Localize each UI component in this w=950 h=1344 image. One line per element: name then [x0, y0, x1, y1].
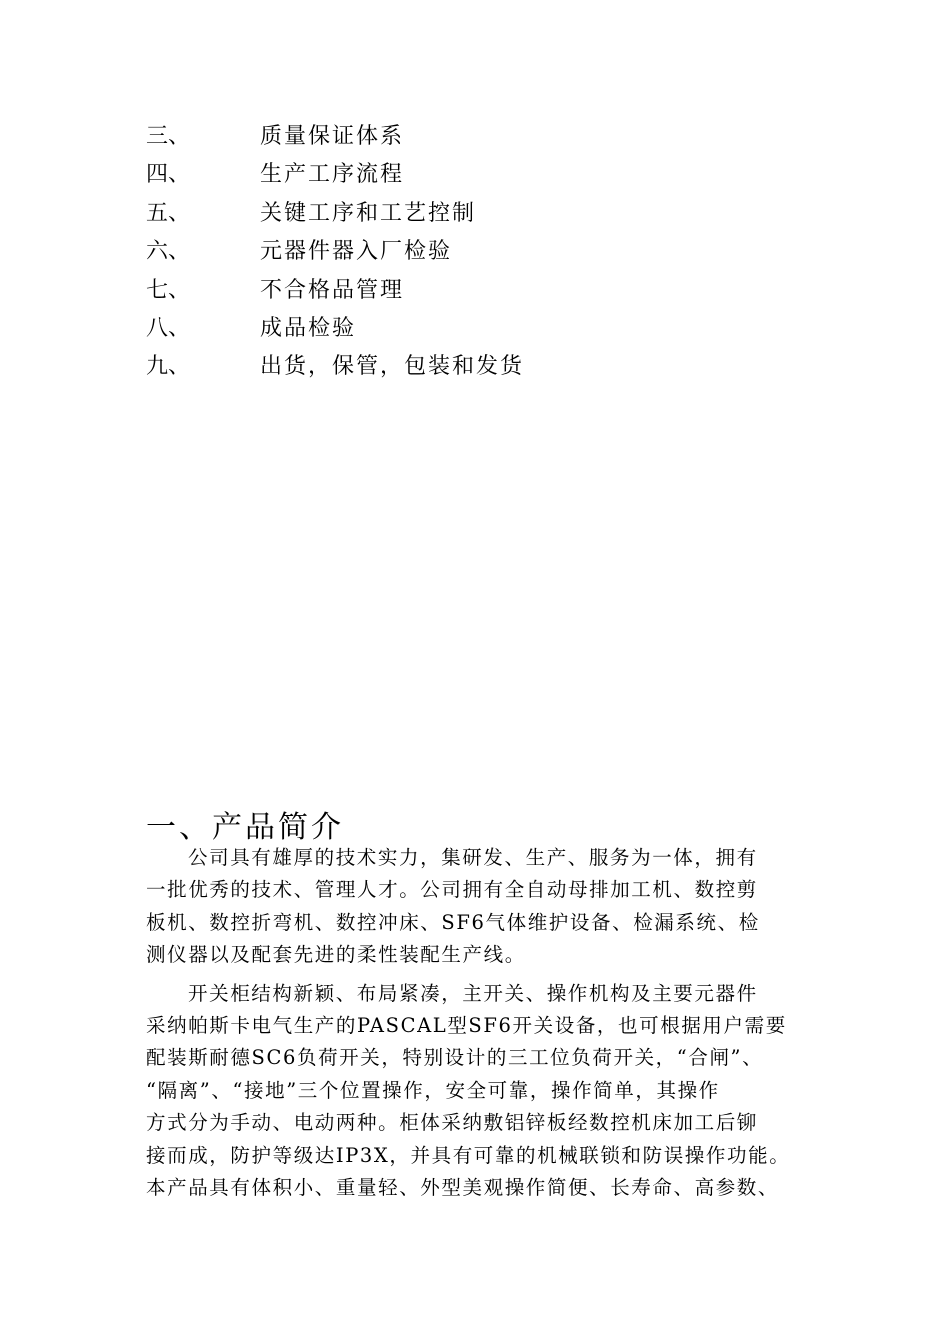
toc-item-number: 七、: [146, 277, 191, 303]
toc-item-title: 元器件器入厂检验: [260, 239, 453, 265]
paragraph-line: 本产品具有体积小、重量轻、外型美观操作简便、长寿命、高参数、: [146, 1175, 780, 1199]
paragraph-line: “隔离”、“接地”三个位置操作，安全可靠，操作简单，其操作: [146, 1078, 720, 1102]
section-heading: 一、产品简介: [146, 810, 344, 845]
section-body: [146, 842, 826, 1204]
toc-item-title: 质量保证体系: [260, 124, 405, 149]
table-of-contents: [146, 118, 846, 387]
paragraph-line: 一批优秀的技术、管理人才。公司拥有全自动母排加工机、数控剪: [146, 878, 758, 902]
toc-item-number: 九、: [146, 354, 191, 380]
paragraph-line: 方式分为手动、电动两种。柜体采纳敷铝锌板经数控机床加工后铆: [146, 1111, 758, 1135]
toc-item-number: 六、: [146, 239, 191, 265]
paragraph-line: 采纳帕斯卡电气生产的PASCAL型SF6开关设备，也可根据用户需要: [146, 1013, 787, 1037]
toc-item: [146, 233, 846, 271]
paragraph-line: 公司具有雄厚的技术实力，集研发、生产、服务为一体，拥有: [188, 846, 758, 869]
toc-item-title: 成品检验: [260, 315, 357, 341]
paragraph-line: 板机、数控折弯机、数控冲床、SF6气体维护设备、检漏系统、检: [146, 910, 760, 934]
toc-item-number: 四、: [146, 162, 191, 188]
toc-item: [146, 195, 846, 233]
toc-item-title: 出货，保管，包装和发货: [260, 354, 525, 380]
toc-item: [146, 118, 846, 156]
toc-item: [146, 310, 846, 348]
toc-item-number: 五、: [146, 200, 191, 226]
paragraph-line: 测仪器以及配套先进的柔性装配生产线。: [146, 943, 526, 967]
toc-item-number: 三、: [146, 124, 191, 149]
paragraph-line: 开关柜结构新颖、布局紧凑，主开关、操作机构及主要元器件: [188, 981, 758, 1005]
toc-item: [146, 272, 846, 310]
toc-item-title: 不合格品管理: [260, 277, 405, 303]
toc-item: [146, 348, 846, 386]
paragraph-line: 接而成，防护等级达IP3X，并具有可靠的机械联锁和防误操作功能。: [146, 1143, 791, 1167]
toc-item-title: 生产工序流程: [260, 162, 405, 188]
toc-item: [146, 156, 846, 194]
toc-item-number: 八、: [146, 315, 191, 341]
toc-item-title: 关键工序和工艺控制: [260, 200, 477, 226]
paragraph-line: 配装斯耐德SC6负荷开关，特别设计的三工位负荷开关，“合闸”、: [146, 1046, 764, 1070]
